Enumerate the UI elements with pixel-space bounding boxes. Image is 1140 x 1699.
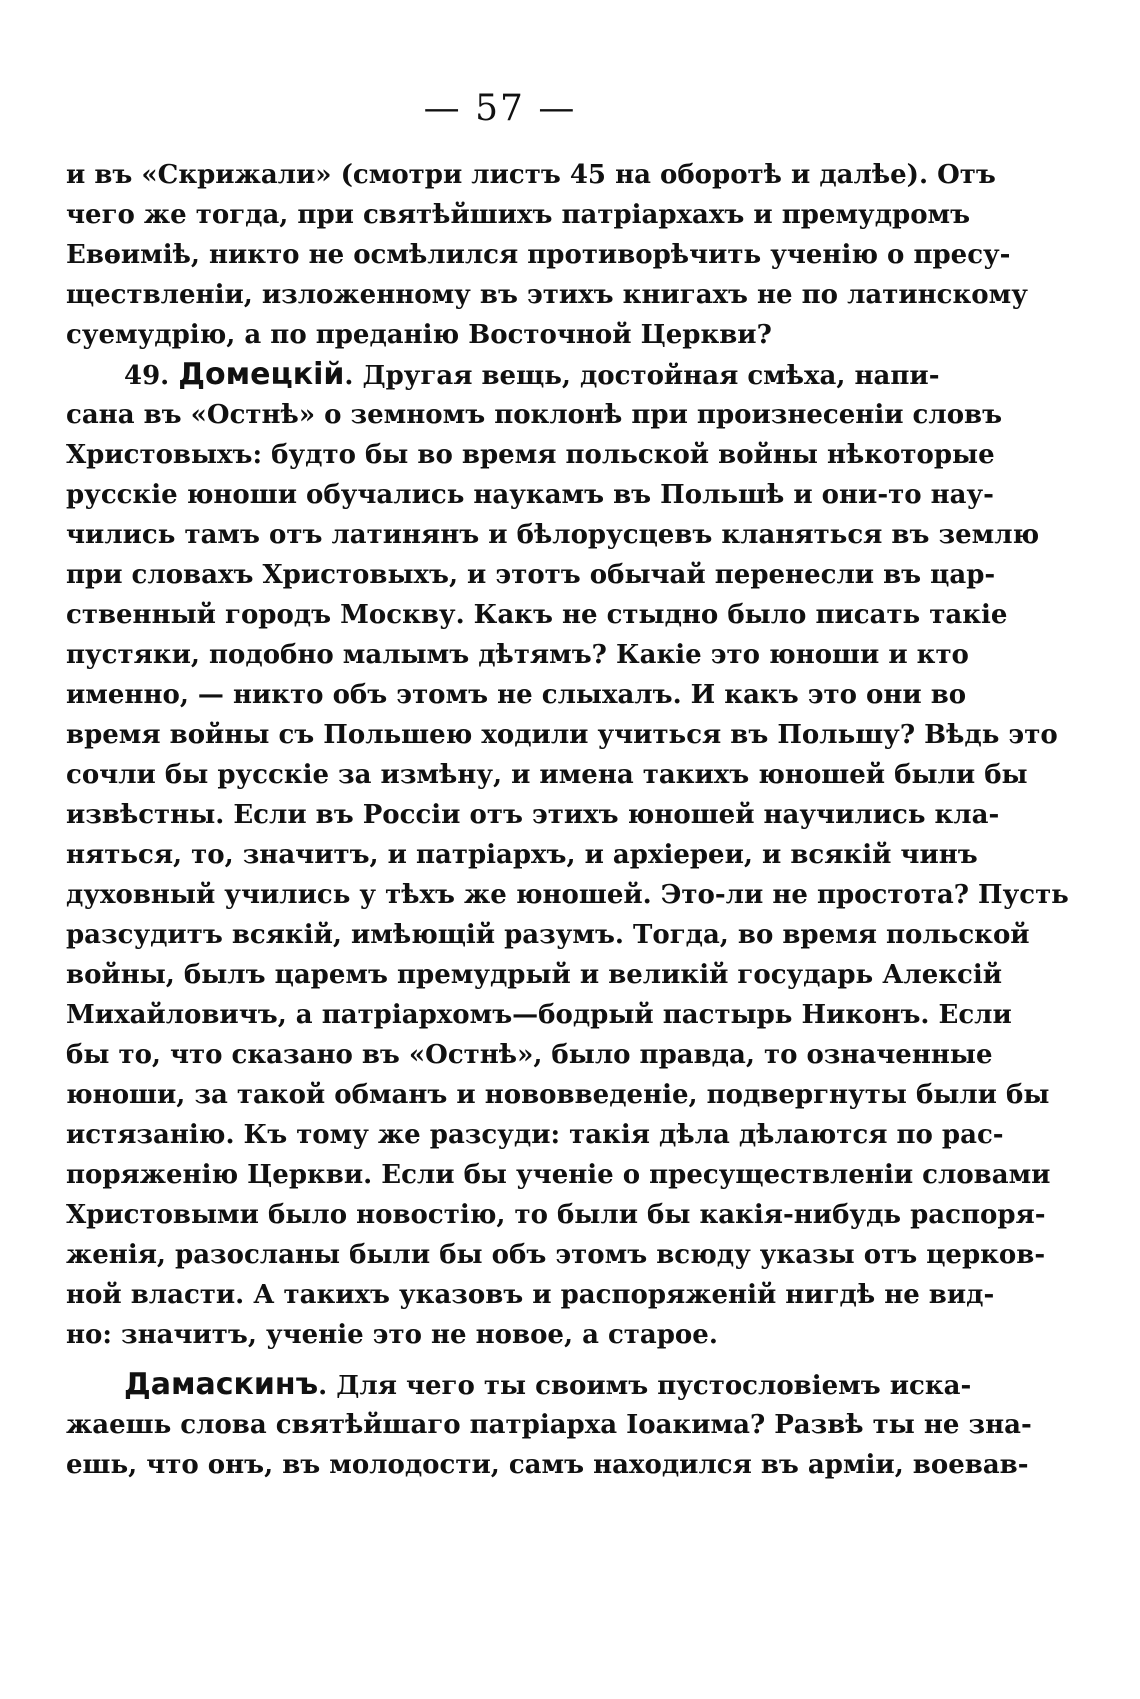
paragraph-number: 49. <box>124 361 179 391</box>
text-line: и въ «Скрижали» (смотри листъ 45 на оборотѣ и далѣе). Отъ <box>66 160 996 190</box>
text-line: войны, былъ царемъ премудрый и великій государь Алексій <box>66 960 1003 990</box>
text-line: Христовыми было новостію, то были бы какія-нибудь распоря- <box>66 1200 1046 1230</box>
text-line: при словахъ Христовыхъ, и этотъ обычай перенесли въ цар- <box>66 560 996 590</box>
text-line: ственный городъ Москву. Какъ не стыдно было писать такіе <box>66 600 1008 630</box>
text-line: няться, то, значитъ, и патріархъ, и архіереи, и всякій чинъ <box>66 840 978 870</box>
page-number: — 57 — <box>423 88 577 129</box>
text-line: ществленіи, изложенному въ этихъ книгахъ не по латинскому <box>66 280 1028 310</box>
text-line: истязанію. Къ тому же разсуди: такія дѣла дѣлаются по рас- <box>66 1120 1004 1150</box>
text-line: ной власти. А такихъ указовъ и распоряженій нигдѣ не вид- <box>66 1280 995 1310</box>
text-line: чего же тогда, при святѣйшихъ патріархахъ и премудромъ <box>66 200 971 230</box>
paragraph-2 <box>66 355 1069 1355</box>
text-line: Евѳиміѣ, никто не осмѣлился противорѣчить ученію о пресу- <box>66 240 1011 270</box>
speaker-name: Дамаскинъ <box>124 1367 319 1402</box>
body-text <box>66 155 1069 1485</box>
text-line: поряженію Церкви. Если бы ученіе о пресуществленіи словами <box>66 1160 1051 1190</box>
text-line: русскіе юноши обучались наукамъ въ Польшѣ и они-то нау- <box>66 480 994 510</box>
text-line: Михайловичъ, а патріархомъ—бодрый пастырь Никонъ. Если <box>66 1000 1012 1030</box>
paragraph-3 <box>66 1365 1032 1485</box>
text-line: пустяки, подобно малымъ дѣтямъ? Какіе это юноши и кто <box>66 640 969 670</box>
text-line: Христовыхъ: будто бы во время польской войны нѣкоторые <box>66 440 995 470</box>
paragraph-opening-line <box>66 355 940 395</box>
text-line: время войны съ Польшею ходили учиться въ Польшу? Вѣдь это <box>66 720 1058 750</box>
text-line: женія, разосланы были бы объ этомъ всюду указы отъ церков- <box>66 1240 1046 1270</box>
text-line: жаешь слова святѣйшаго патріарха Іоакима? Развѣ ты не зна- <box>66 1410 1032 1440</box>
text-line: сочли бы русскіе за измѣну, и имена такихъ юношей были бы <box>66 760 1028 790</box>
text-line: именно, — никто объ этомъ не слыхалъ. И какъ это они во <box>66 680 967 710</box>
paragraph-gap <box>66 1355 908 1365</box>
opening-line-text: . Для чего ты своимъ пустословіемъ иска- <box>318 1371 972 1401</box>
paragraph-1 <box>66 155 1028 355</box>
text-line: но: значитъ, ученіе это не новое, а старое. <box>66 1320 718 1350</box>
speaker-name: Домецкій <box>178 357 345 392</box>
opening-line-text: . Другая вещь, достойная смѣха, напи- <box>344 361 940 391</box>
text-line: сана въ «Остнѣ» о земномъ поклонѣ при произнесеніи словъ <box>66 400 1003 430</box>
text-line: бы то, что сказано въ «Остнѣ», было правда, то означенные <box>66 1040 993 1070</box>
text-line: ешь, что онъ, въ молодости, самъ находился въ арміи, воевав- <box>66 1450 1029 1480</box>
text-line: суемудрію, а по преданію Восточной Церкви? <box>66 320 772 350</box>
text-line: чились тамъ отъ латинянъ и бѣлорусцевъ кланяться въ землю <box>66 520 1040 550</box>
text-line: разсудитъ всякій, имѣющій разумъ. Тогда, во время польской <box>66 920 1030 950</box>
text-line: юноши, за такой обманъ и нововведеніе, подвергнуты были бы <box>66 1080 1050 1110</box>
paragraph-opening-line <box>66 1365 972 1405</box>
text-line: извѣстны. Если въ Россіи отъ этихъ юношей научились кла- <box>66 800 1000 830</box>
text-line: духовный учились у тѣхъ же юношей. Это-ли не простота? Пусть <box>66 880 1069 910</box>
